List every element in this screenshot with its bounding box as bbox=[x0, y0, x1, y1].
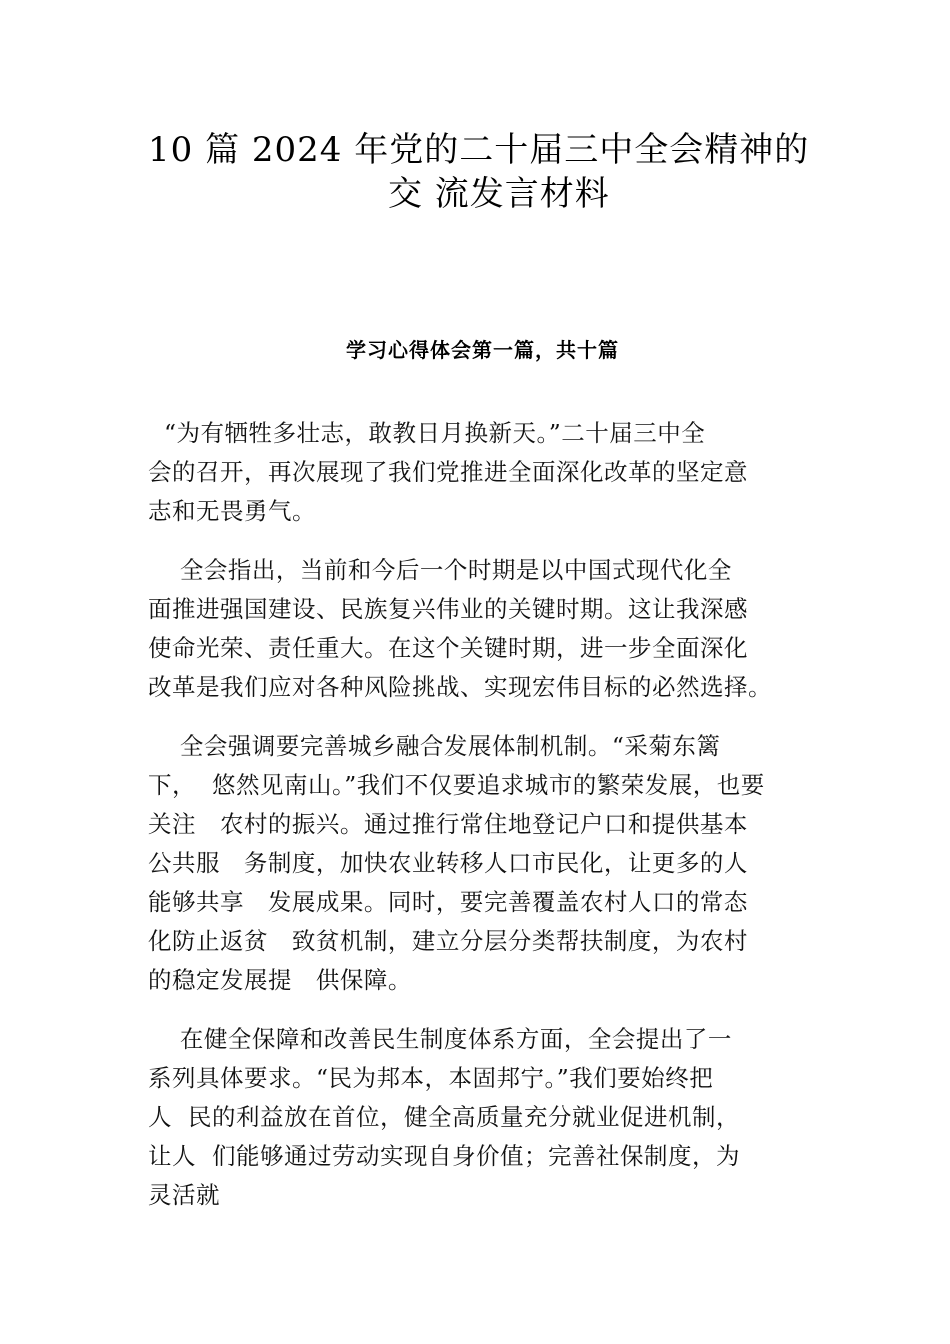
paragraph-line: 系列具体要求。“民为邦本，本固邦宁。”我们要始终把 bbox=[148, 1064, 714, 1092]
document-title-line-2: 交 流发言材料 bbox=[388, 174, 610, 214]
paragraph-line: 全会指出，当前和今后一个时期是以中国式现代化全 bbox=[148, 556, 732, 584]
document-subtitle: 学习心得体会第一篇，共十篇 bbox=[346, 338, 619, 362]
paragraph-line: 下， 悠然见南山。”我们不仅要追求城市的繁荣发展，也要 bbox=[148, 771, 765, 799]
paragraph-line: 改革是我们应对各种风险挑战、实现宏伟目标的必然选择。 bbox=[148, 673, 772, 701]
paragraph-line: 公共服 务制度，加快农业转移人口市民化，让更多的人 bbox=[148, 849, 748, 877]
paragraph-line: 使命光荣、责任重大。在这个关键时期，进一步全面深化 bbox=[148, 634, 748, 662]
paragraph-line: 化防止返贫 致贫机制，建立分层分类帮扶制度，为农村 bbox=[148, 927, 748, 955]
document-title-line-1: 10 篇 2024 年党的二十届三中全会精神的 bbox=[148, 130, 810, 170]
paragraph-line: “为有牺牲多壮志，敢教日月换新天。”二十届三中全 bbox=[148, 419, 706, 447]
paragraph-line: 全会强调要完善城乡融合发展体制机制。“采菊东篱 bbox=[148, 732, 721, 760]
paragraph-line: 让人 们能够通过劳动实现自身价值；完善社保制度，为 bbox=[148, 1142, 740, 1170]
paragraph-line: 能够共享 发展成果。同时，要完善覆盖农村人口的常态 bbox=[148, 888, 748, 916]
paragraph-line: 的稳定发展提 供保障。 bbox=[148, 966, 412, 994]
paragraph-line: 面推进强国建设、民族复兴伟业的关键时期。这让我深感 bbox=[148, 595, 748, 623]
paragraph-line: 灵活就 bbox=[148, 1181, 220, 1209]
paragraph-line: 关注 农村的振兴。通过推行常住地登记户口和提供基本 bbox=[148, 810, 748, 838]
paragraph-line: 会的召开，再次展现了我们党推进全面深化改革的坚定意 bbox=[148, 458, 748, 486]
paragraph-line: 人 民的利益放在首位，健全高质量充分就业促进机制， bbox=[148, 1103, 740, 1131]
paragraph-line: 在健全保障和改善民生制度体系方面，全会提出了一 bbox=[148, 1025, 732, 1053]
paragraph-line: 志和无畏勇气。 bbox=[148, 497, 316, 525]
